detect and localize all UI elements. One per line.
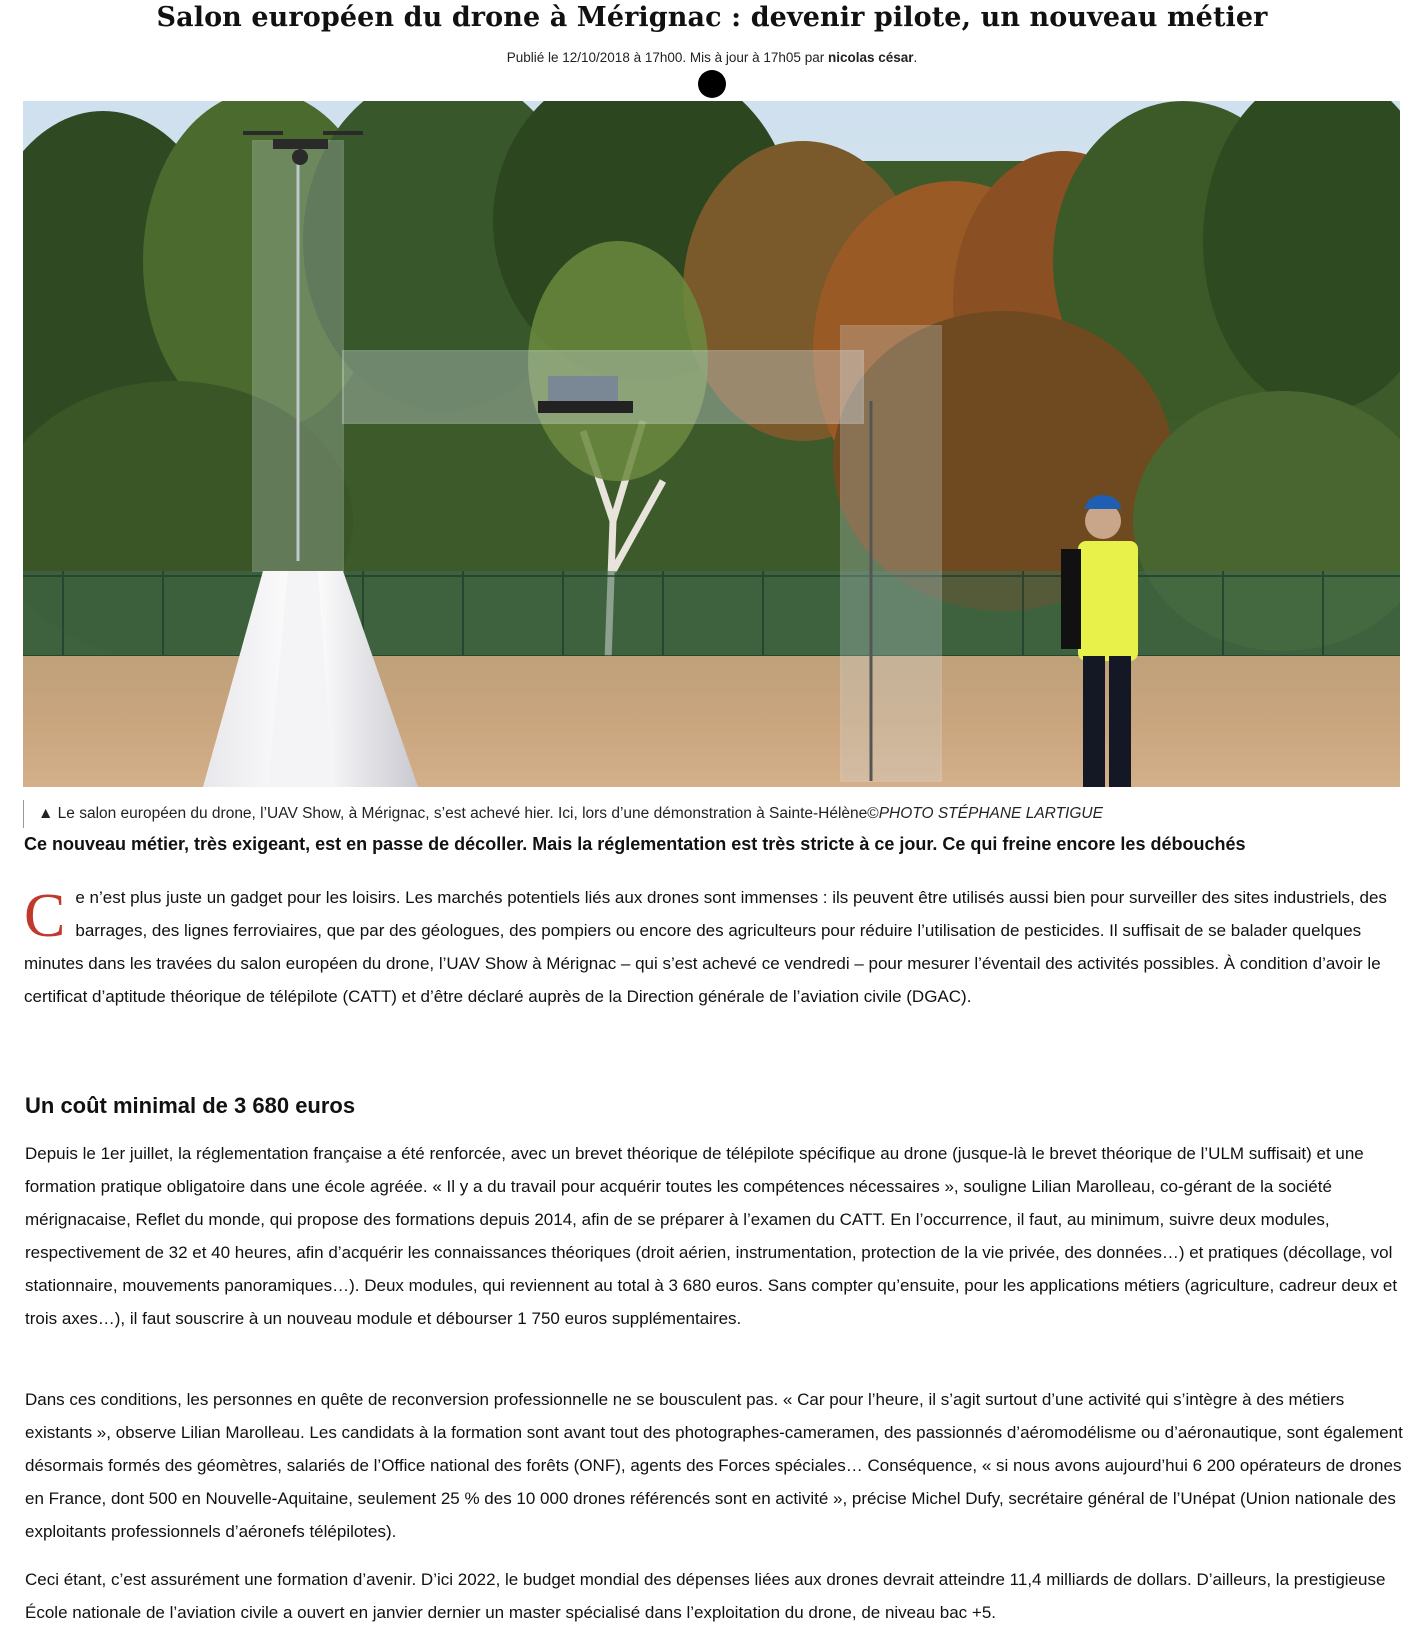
article-lede: Ce nouveau métier, très exigeant, est en passe de décoller. Mais la réglementation est très stricte à ce jour. Ce qui freine encore les débouchés	[24, 834, 1246, 854]
article-photo[interactable]	[23, 101, 1400, 787]
body-paragraph: Dans ces conditions, les personnes en quête de reconversion professionnelle ne se bousculent pas. « Car pour l’heure, il s’agit surtout d’une activité qui s’intègre à des métiers existants », observe Lilian Marolleau. Les candidats à la formation sont avant tout des photographes-cameramen, des passionnés d’aéromodélisme ou d’aéronautique, sont également désormais formés des géomètres, salariés de l’Office national des forêts (ONF), agents des Forces spéciales… Conséquence, « si nous avons aujourd’hui 6 200 opérateurs de drones en France, dont 500 en Nouvelle-Aquitaine, seulement 25 % des 10 000 drones référencés sont en activité », précise Michel Dufy, secrétaire général de l’Unépat (Union nationale des exploitants professionnels d’aéronefs télépilotes).	[25, 1390, 1403, 1541]
author-name[interactable]: nicolas césar	[827, 50, 914, 65]
caption-text: ▲ Le salon européen du drone, l’UAV Show, à Mérignac, s’est achevé hier. Ici, lors d’une démonstration à Sainte-Hélène©	[38, 805, 879, 822]
loading-indicator-icon	[698, 70, 726, 98]
intro-paragraph	[24, 881, 1404, 1013]
byline-end: .	[913, 50, 918, 65]
photo-credit: PHOTO STÉPHANE LARTIGUE	[878, 805, 1103, 822]
byline	[0, 50, 1424, 65]
photo-caption	[23, 800, 1400, 828]
drone-demo-photo	[23, 101, 1400, 787]
drop-cap: C	[24, 882, 66, 950]
publish-info: Publié le 12/10/2018 à 17h00. Mis à jour à 17h05 par	[506, 50, 828, 65]
intro-text: e n’est plus juste un gadget pour les loisirs. Les marchés potentiels liés aux drones sont immenses : ils peuvent être utilisés aussi bien pour surveiller des sites industriels, des barrages, des lignes ferroviaires, que par des géologues, des pompiers ou encore des agriculteurs pour réduire l’utilisation de pesticides. Il suffisait de se balader quelques minutes dans les travées du salon européen du drone, l’UAV Show à Mérignac – qui s’est achevé ce vendredi – pour mesurer l’éventail des activités possibles. À condition d’avoir le certificat d’aptitude théorique de télépilote (CATT) et d’être déclaré auprès de la Direction générale de l’aviation civile (DGAC).	[24, 888, 1387, 1006]
body-paragraph: Ceci étant, c’est assurément une formation d’avenir. D’ici 2022, le budget mondial des dépenses liées aux drones devrait atteindre 11,4 milliards de dollars. D’ailleurs, la prestigieuse École nationale de l’aviation civile a ouvert en janvier dernier un master spécialisé dans l’exploitation du drone, de niveau bac +5.	[25, 1570, 1386, 1622]
body-paragraph: Depuis le 1er juillet, la réglementation française a été renforcée, avec un brevet théorique de télépilote spécifique au drone (jusque-là le brevet théorique de l’ULM suffisait) et une formation pratique obligatoire dans une école agréée. « Il y a du travail pour acquérir toutes les compétences nécessaires », souligne Lilian Marolleau, co-gérant de la société mérignacaise, Reflet du monde, qui propose des formations depuis 2014, afin de se préparer à l’examen du CATT. En l’occurrence, il faut, au minimum, suivre deux modules, respectivement de 32 et 40 heures, afin d’acquérir les connaissances théoriques (droit aérien, instrumentation, protection de la vie privée, des données…) et pratiques (décollage, vol stationnaire, mouvements panoramiques…). Deux modules, qui reviennent au total à 3 680 euros. Sans compter qu’ensuite, pour les applications métiers (agriculture, cadreur deux et trois axes…), il faut souscrire à un nouveau module et débourser 1 750 euros supplémentaires.	[25, 1144, 1398, 1328]
article-title: Salon européen du drone à Mérignac : devenir pilote, un nouveau métier	[156, 2, 1268, 33]
section-heading: Un coût minimal de 3 680 euros	[25, 1093, 356, 1118]
